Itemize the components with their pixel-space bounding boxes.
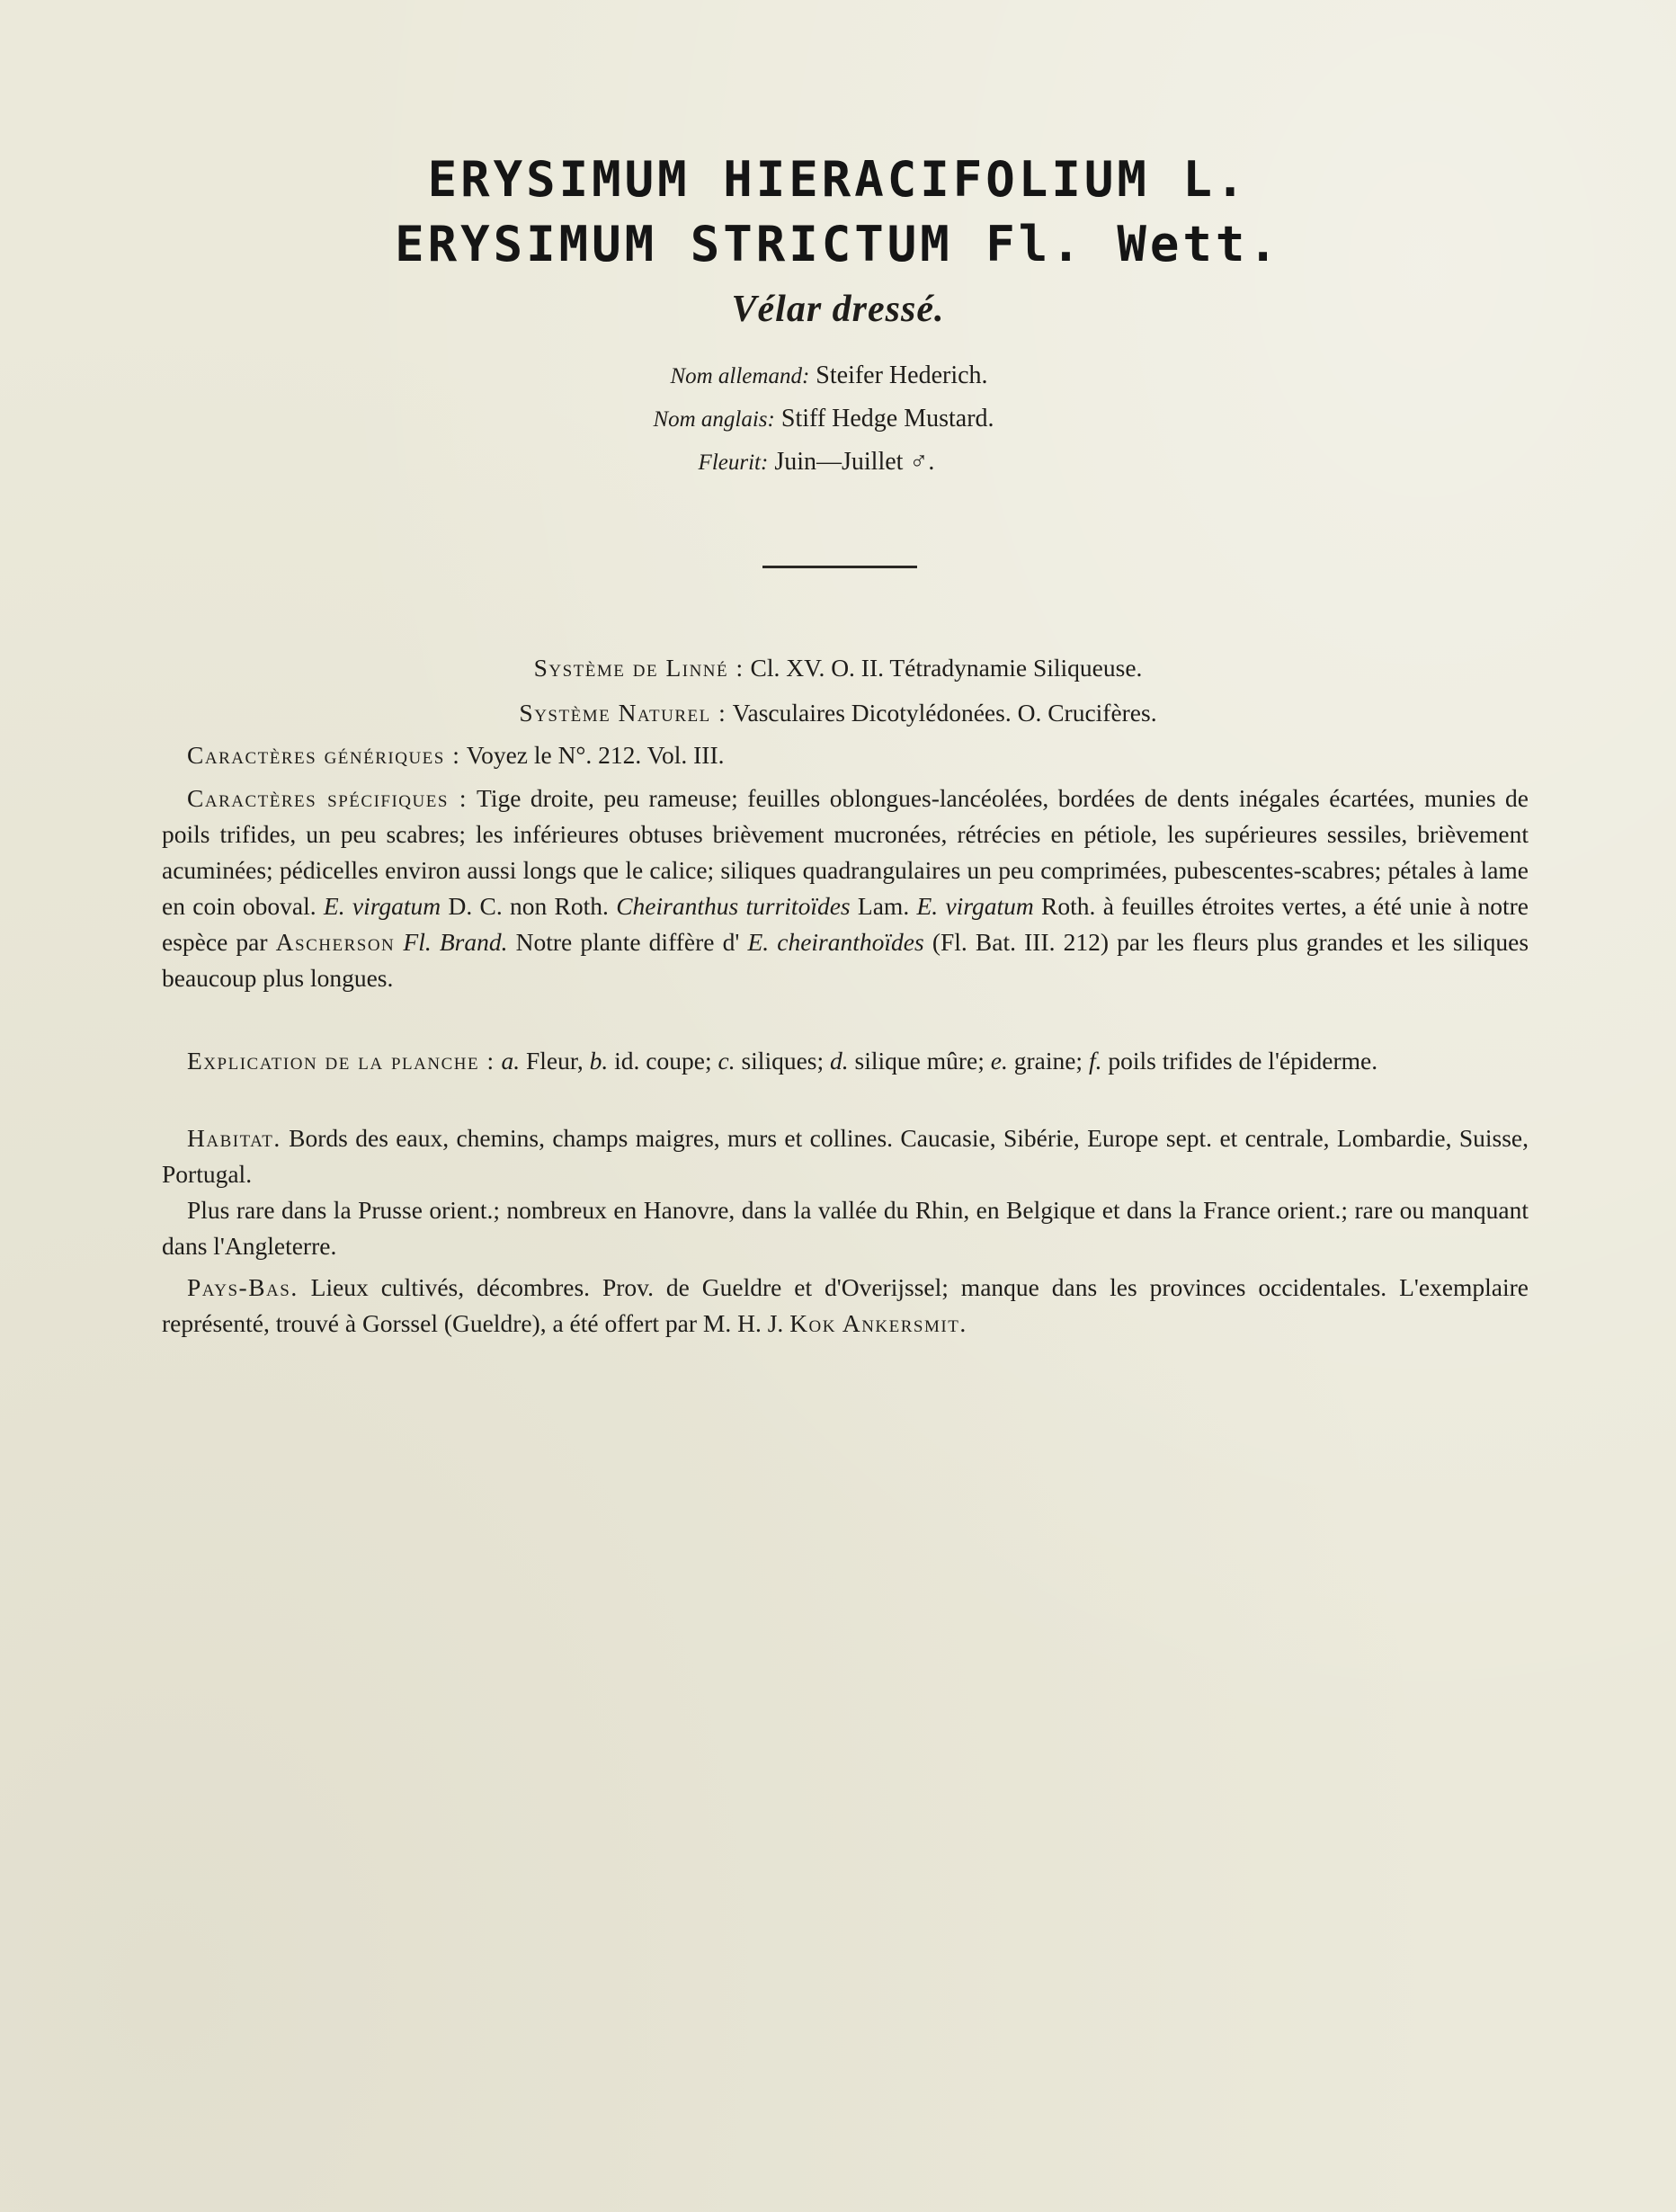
linne-text: Cl. XV. O. II. Tétradynamie Siliqueuse. [750, 654, 1143, 682]
english-name [0, 405, 1662, 433]
title-line-1: ERYSIMUM HIERACIFOLIUM L. [427, 151, 1249, 208]
english-name-value: Stiff Hedge Mustard. [780, 405, 994, 433]
synonym-4: E. cheiranthoïdes [747, 928, 924, 956]
german-name [0, 361, 1667, 390]
flora-reference: Fl. Brand. [403, 928, 508, 956]
netherlands-text: Lieux cultivés, décombres. Prov. de Gueldre et d'Overijssel; manque dans les provinces occidentales. L'exemplaire représenté, trouvé à Gorssel (Gueldre), a été offert par M. H. J. [162, 1273, 1529, 1337]
figure-c-letter: c. [718, 1047, 735, 1075]
natural-system [0, 695, 1676, 731]
linne-label: Système de Linné : [533, 654, 744, 682]
figure-f-text: poils trifides de l'épiderme. [1108, 1047, 1378, 1075]
specific-characters [162, 780, 1529, 996]
flowering-value: Juin—Juillet ♂. [774, 448, 935, 476]
natural-label: Système Naturel : [519, 699, 727, 727]
figure-e-letter: e. [990, 1047, 1008, 1075]
german-name-label: Nom allemand: [670, 364, 810, 388]
synonym-3: E. virgatum [916, 892, 1034, 920]
figure-a-letter: a. [501, 1047, 521, 1075]
natural-text: Vasculaires Dicotylédonées. O. Crucifères. [732, 699, 1157, 727]
figure-c-text: siliques; [741, 1047, 825, 1075]
plate-explanation-label: Explication de la planche : [187, 1047, 495, 1075]
divider-rule [762, 566, 917, 568]
figure-d-letter: d. [830, 1047, 849, 1075]
figure-b-letter: b. [589, 1047, 609, 1075]
netherlands-section [162, 1270, 1529, 1342]
generic-label: Caractères génériques : [187, 741, 461, 769]
generic-text: Voyez le N°. 212. Vol. III. [466, 741, 725, 769]
habitat-label: Habitat. [187, 1124, 281, 1152]
linne-system [0, 650, 1676, 686]
generic-characters [162, 737, 1529, 773]
german-name-value: Steifer Hederich. [816, 361, 988, 389]
habitat-distribution-text: Plus rare dans la Prusse orient.; nombreux en Hanovre, dans la vallée du Rhin, en Belgique et dans la France orient.; rare ou manquant dans l'Angleterre. [162, 1196, 1529, 1260]
flowering-label: Fleurit: [698, 450, 769, 475]
specific-text-1: Tige droite, peu rameuse; feuilles oblongues-lancéolées, bordées de dents inégales écartées, munies de poils trifides, un peu scabres; les inférieures obtuses brièvement mucronées, rétrécies en pétiole, les supérieures sessiles, brièvement acuminées; pédicelles environ aussi longs que le calice; siliques quadrangulaires un peu comprimées, pubescentes-scabres; pétales à lame en coin oboval. [162, 784, 1529, 920]
figure-b-text: id. coupe; [614, 1047, 712, 1075]
synonym-1: E. virgatum [323, 892, 441, 920]
plate-explanation [162, 1043, 1529, 1079]
donor-name: Kok Ankersmit. [789, 1309, 967, 1337]
habitat [162, 1120, 1529, 1192]
specific-text-6: (Fl. Bat. III. 212) par les fleurs plus grandes et les siliques beaucoup plus longues. [162, 928, 1529, 992]
figure-a-text: Fleur, [525, 1047, 584, 1075]
habitat-text: Bords des eaux, chemins, champs maigres, murs et collines. Caucasie, Sibérie, Europe sept. et centrale, Lombardie, Suisse, Portugal. [162, 1124, 1529, 1188]
english-name-label: Nom anglais: [653, 407, 775, 432]
specific-text-3: Lam. [857, 892, 910, 920]
netherlands-label: Pays-Bas. [187, 1273, 299, 1301]
habitat-distribution [162, 1192, 1529, 1264]
title-line-2: ERYSIMUM STRICTUM Fl. Wett. [395, 216, 1281, 272]
flowering-period [0, 448, 1654, 477]
specific-text-4: Roth. à feuilles étroites vertes, a été unie à notre espèce par [162, 892, 1529, 956]
author-name: Ascherson [275, 928, 396, 956]
specific-label: Caractères spécifiques : [187, 784, 468, 812]
synonym-2: Cheiranthus turritoïdes [616, 892, 851, 920]
specific-text-2: D. C. non Roth. [448, 892, 609, 920]
figure-f-letter: f. [1088, 1047, 1102, 1075]
figure-e-text: graine; [1013, 1047, 1083, 1075]
common-name: Vélar dressé. [731, 289, 945, 330]
figure-d-text: silique mûre; [854, 1047, 985, 1075]
specific-text-5: Notre plante diffère d' [515, 928, 740, 956]
